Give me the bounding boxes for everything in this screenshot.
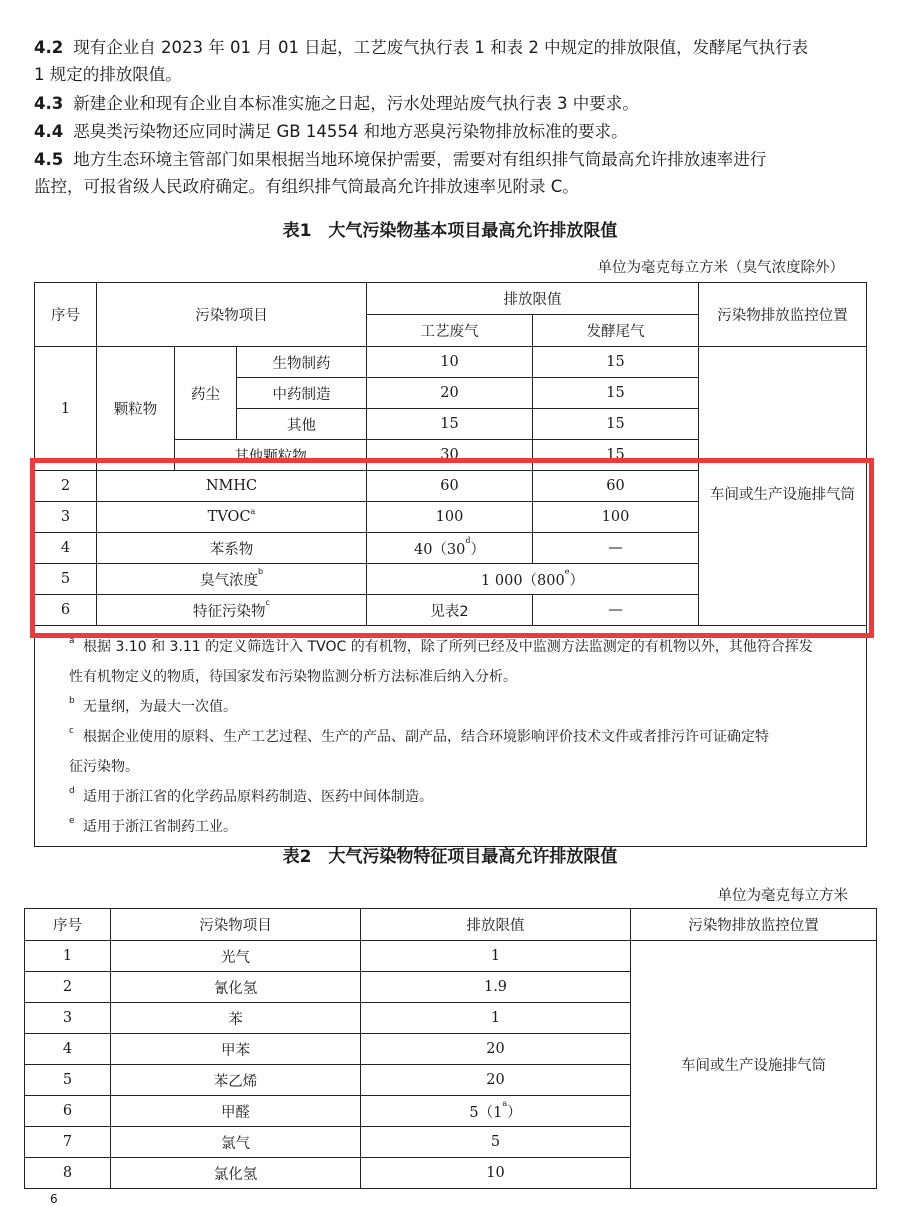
header-location: 污染物排放监控位置: [699, 283, 867, 347]
clause-text: 新建企业和现有企业自本标准实施之日起，污水处理站废气执行表 3 中要求。: [73, 94, 639, 113]
row-process-value-end: ）: [470, 541, 486, 558]
row-limit: 5: [361, 1127, 631, 1158]
table2: [24, 908, 877, 1189]
table1-unit: 单位为毫克每立方米（臭气浓度除外）: [597, 260, 844, 276]
row-item-cell: [97, 595, 367, 626]
footnote-text: 征污染物。: [69, 759, 139, 775]
row-item: 氯化氢: [111, 1158, 361, 1189]
row-limit: 1.9: [361, 972, 631, 1003]
row-limit: 20: [361, 1034, 631, 1065]
footnote-b: [69, 692, 858, 722]
footnote-text: 适用于浙江省的化学药品原料药制造、医药中间体制造。: [83, 789, 433, 805]
row-item-cell: [97, 502, 367, 533]
row-item: 光气: [111, 941, 361, 972]
footnote-text: 根据 3.10 和 3.11 的定义筛选计入 TVOC 的有机物，除了所列已经及中监测方法监测定的有机物以外，其他符合挥发: [83, 639, 813, 655]
row-ferment-value: 60: [533, 471, 699, 502]
row-subcategory: 药尘: [175, 347, 237, 440]
header-item: 污染物项目: [111, 909, 361, 941]
row-item: 臭气浓度: [199, 572, 258, 589]
row-process-value-cell: [367, 533, 533, 564]
row-ferment-value: —: [533, 533, 699, 564]
row-seq: 1: [35, 347, 97, 471]
row-item: 生物制药: [237, 347, 367, 378]
page-number-fragment: 6: [50, 1192, 58, 1206]
row-item-cell: [97, 564, 367, 595]
clause-4-4: [34, 118, 874, 145]
clause-text: 恶臭类污染物还应同时满足 GB 14554 和地方恶臭污染物排放标准的要求。: [73, 122, 628, 141]
footnote-mark: a: [69, 636, 75, 646]
footnote-mark: b: [257, 566, 264, 576]
header-limit: 排放限值: [361, 909, 631, 941]
table2-unit: 单位为毫克每立方米: [717, 888, 848, 904]
footnote-mark: d: [69, 786, 75, 796]
row-seq: 8: [25, 1158, 111, 1189]
footnote-mark: c: [265, 597, 270, 607]
footnote-mark: a: [502, 1098, 508, 1108]
clause-number: 4.3: [34, 94, 64, 113]
footnote-text: 根据企业使用的原料、生产工艺过程、生产的产品、副产品，结合环境影响评价技术文件或者排污许可证确定特: [83, 729, 769, 745]
header-item: 污染物项目: [97, 283, 367, 347]
clause-4-3: [34, 90, 874, 117]
row-process-value: 20: [367, 378, 533, 409]
row-ferment-value: —: [533, 595, 699, 626]
row-item: 甲醛: [111, 1096, 361, 1127]
footnote-text: 性有机物定义的物质，待国家发布污染物监测分析方法标准后纳入分析。: [69, 669, 517, 685]
row-seq: 4: [35, 533, 97, 564]
table2-caption: 表2 大气污染物特征项目最高允许排放限值: [282, 847, 618, 867]
clause-text: 地方生态环境主管部门如果根据当地环境保护需要，需要对有组织排气筒最高允许排放速率进行: [73, 150, 767, 169]
row-item: 苯乙烯: [111, 1065, 361, 1096]
row-limit: 10: [361, 1158, 631, 1189]
clause-text: 监控，可报省级人民政府确定。有组织排气筒最高允许排放速率见附录 C。: [34, 177, 579, 196]
row-ferment-value: 15: [533, 378, 699, 409]
row-seq: 2: [35, 471, 97, 502]
row-process-value: 40（30: [413, 541, 466, 558]
row-seq: 3: [35, 502, 97, 533]
row-limit: 1: [361, 941, 631, 972]
row-seq: 6: [25, 1096, 111, 1127]
clause-4-2: [34, 34, 874, 88]
footnote-text: 适用于浙江省制药工业。: [83, 819, 237, 835]
row-ferment-value: 100: [533, 502, 699, 533]
footnote-mark: a: [250, 507, 256, 516]
footnote-mark: b: [69, 696, 75, 706]
row-item: 氯气: [111, 1127, 361, 1158]
row-category: 颗粒物: [97, 347, 175, 471]
location-text: 车间或生产设施排气筒: [710, 487, 855, 503]
row-item: 其他颗粒物: [175, 440, 367, 471]
row-seq: 5: [35, 564, 97, 595]
row-seq: 1: [25, 941, 111, 972]
footnote-mark: d: [465, 535, 471, 545]
row-seq: 7: [25, 1127, 111, 1158]
footnote-text: 无量纲，为最大一次值。: [83, 699, 237, 715]
header-limit: 排放限值: [367, 283, 699, 315]
location-text: 车间或生产设施排气筒: [631, 941, 877, 1189]
row-process-value: 15: [367, 409, 533, 440]
footnote-c: [69, 722, 858, 752]
header-ferment: 发酵尾气: [533, 315, 699, 347]
row-process-value: 见表2: [367, 595, 533, 626]
clause-4-5: [34, 146, 874, 200]
header-location: 污染物排放监控位置: [631, 909, 877, 941]
row-item: 苯系物: [97, 533, 367, 564]
row-process-value: 30: [367, 440, 533, 471]
row-item: 甲苯: [111, 1034, 361, 1065]
row-ferment-value: 15: [533, 347, 699, 378]
clause-text: 1 规定的排放限值。: [34, 65, 182, 84]
clause-number: 4.4: [34, 122, 64, 141]
footnote-c-cont: [69, 752, 858, 782]
location-cell: [699, 347, 867, 626]
row-merged-value: 1 000（800: [481, 572, 565, 589]
row-limit-cell: [361, 1096, 631, 1127]
footnote-mark: c: [69, 726, 74, 736]
row-item: TVOC: [207, 509, 251, 525]
row-process-value: 10: [367, 347, 533, 378]
row-item: 苯: [111, 1003, 361, 1034]
row-ferment-value: 15: [533, 440, 699, 471]
row-item: 其他: [237, 409, 367, 440]
footnote-a: [69, 632, 858, 662]
row-item: NMHC: [97, 471, 367, 502]
row-seq: 5: [25, 1065, 111, 1096]
row-seq: 3: [25, 1003, 111, 1034]
row-item: 氰化氢: [111, 972, 361, 1003]
clause-text: 现有企业自 2023 年 01 月 01 日起，工艺废气执行表 1 和表 2 中规定的排放限值，发酵尾气执行表: [73, 38, 809, 57]
row-item: 特征污染物: [193, 603, 266, 620]
row-limit: 20: [361, 1065, 631, 1096]
row-seq: 4: [25, 1034, 111, 1065]
header-seq: 序号: [35, 283, 97, 347]
row-item: 中药制造: [237, 378, 367, 409]
row-merged-value-end: ）: [569, 572, 584, 589]
row-process-value: 60: [367, 471, 533, 502]
table1: [34, 282, 867, 847]
clause-number: 4.5: [34, 150, 64, 169]
clause-number: 4.2: [34, 38, 64, 57]
row-limit-end: ）: [507, 1104, 522, 1121]
row-merged-value-cell: [367, 564, 699, 595]
footnote-d: [69, 782, 858, 812]
table1-footnotes: [35, 626, 867, 847]
footnote-mark: e: [69, 816, 75, 826]
row-process-value: 100: [367, 502, 533, 533]
row-ferment-value: 15: [533, 409, 699, 440]
footnote-a-cont: [69, 662, 858, 692]
header-process: 工艺废气: [367, 315, 533, 347]
footnote-e: [69, 812, 858, 842]
row-limit: 1: [361, 1003, 631, 1034]
row-limit: 5（1: [469, 1104, 503, 1121]
row-seq: 6: [35, 595, 97, 626]
table1-caption: 表1 大气污染物基本项目最高允许排放限值: [282, 221, 618, 241]
footnote-mark: e: [564, 566, 570, 576]
header-seq: 序号: [25, 909, 111, 941]
row-seq: 2: [25, 972, 111, 1003]
